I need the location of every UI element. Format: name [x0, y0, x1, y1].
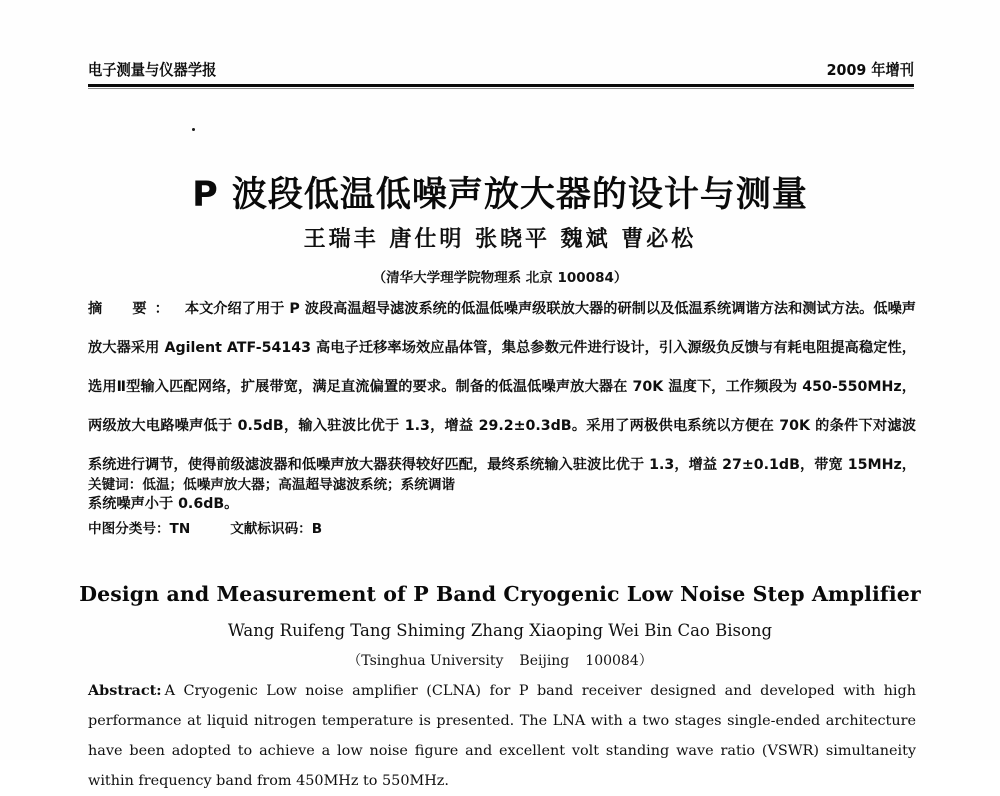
affiliation-chinese: （清华大学理学院物理系 北京 100084）	[372, 270, 628, 286]
issue-label: 2009 年增刊	[826, 61, 914, 79]
page-title-chinese: P 波段低温低噪声放大器的设计与测量	[192, 175, 808, 216]
affiliation-english	[0, 650, 1000, 670]
abstract-label-english: Abstract:	[88, 682, 162, 699]
page-title-english: Design and Measurement of P Band Cryogenic Low Noise Step Amplifier	[79, 582, 921, 606]
keywords-chinese: 关键词：低温；低噪声放大器；高温超导滤波系统；系统调谐	[88, 477, 456, 493]
document-code: 文献标识码：B	[230, 521, 323, 537]
clc-number: 中图分类号：TN	[88, 521, 191, 537]
affiliation-zip: 100084）	[585, 653, 653, 669]
authors-english: Wang Ruifeng Tang Shiming Zhang Xiaoping Wei Bin Cao Bisong	[227, 621, 773, 640]
authors-chinese: 王瑞丰 唐仕明 张晓平 魏斌 曹必松	[303, 226, 697, 252]
running-head	[88, 58, 914, 80]
abstract-body-english: A Cryogenic Low noise amplifier (CLNA) for P band receiver designed and developed with high performance at liquid nitrogen temperature is presented. The LNA with a two stages single-ended architecture have been adopted to achieve a low noise figure and excellent volt standing wave ratio (VSWR) simultaneity within frequency band from 450MHz to 550MHz.	[88, 683, 916, 789]
abstract-label-chinese: 摘 要：	[88, 301, 177, 317]
classification-line	[88, 517, 916, 537]
abstract-english	[88, 676, 916, 796]
abstract-body-chinese: 本文介绍了用于 P 波段高温超导滤波系统的低温低噪声级联放大器的研制以及低温系统调谐方法和测试方法。低噪声放大器采用 Agilent ATF-54143 高电子迁移率场效应晶体管，集总参数元件进行设计，引入源级负反馈与有耗电阻提高稳定性，选用Ⅱ型输入匹配网络，扩展带宽，满足直流偏置的要求。制备的低温低噪声放大器在 70K 温度下，工作频段为 450-550MHz，两级放大电路噪声低于 0.5dB，输入驻波比优于 1.3，增益 29.2±0.3dB。采用了两极供电系统以方便在 70K 的条件下对滤波系统进行调节，使得前级滤波器和低噪声放大器获得较好匹配，最终系统输入驻波比优于 1.3，增益 27±0.1dB，带宽 15MHz，系统噪声小于 0.6dB。	[88, 301, 916, 512]
header-divider	[88, 84, 914, 87]
journal-name: 电子测量与仪器学报	[88, 61, 217, 79]
affiliation-city: Beijing	[519, 653, 570, 669]
scan-speck-artifact	[192, 128, 195, 131]
affiliation-university: （Tsinghua University	[347, 653, 504, 669]
